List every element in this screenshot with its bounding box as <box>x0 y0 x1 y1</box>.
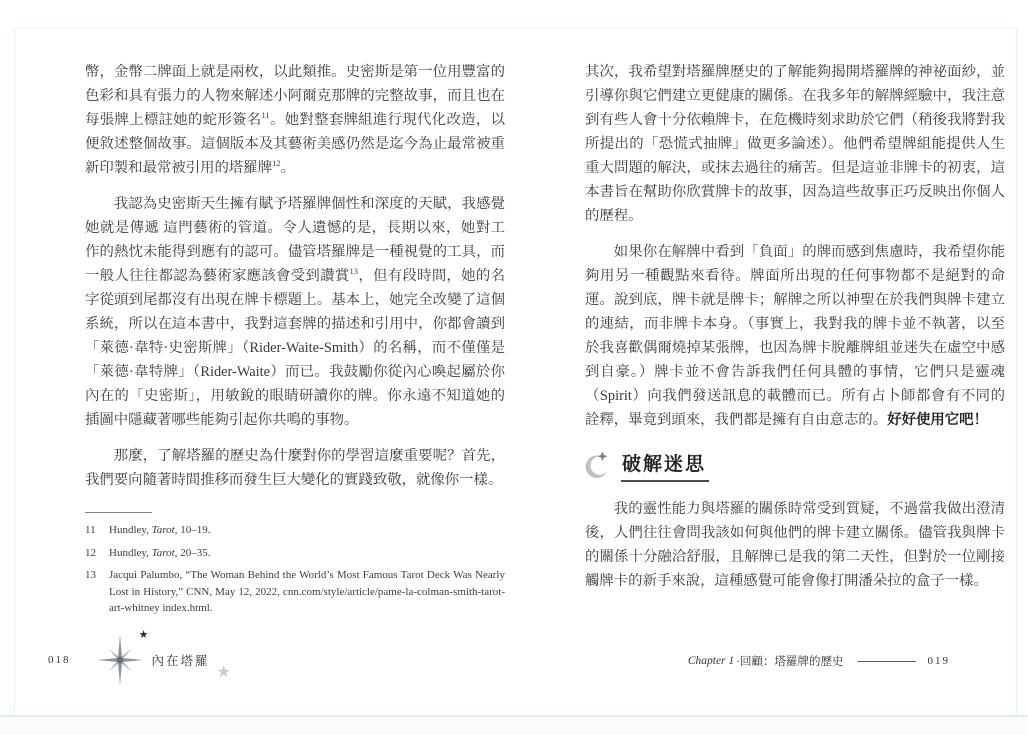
section-title: 破解迷思 <box>621 449 709 482</box>
chapter-title: ·回顧：塔羅牌的歷史 <box>736 656 844 668</box>
body-paragraph: 那麼，了解塔羅的歷史為什麼對你的學習這麼重要呢？首先，我們要向隨著時間推移而發生巨大變化的實踐致敬，就像你一樣。 <box>85 448 505 488</box>
footnote <box>85 522 505 539</box>
sparkle-burst-icon <box>97 635 143 685</box>
body-paragraph: 其次，我希望對塔羅牌歷史的了解能夠揭開塔羅牌的神祕面紗，並引導你與它們建立更健康的關係。在我多年的解牌經驗中，我注意到有些人會十分依賴牌卡，在危機時刻求助於它們（稍後我將對我所提出的「恐慌式抽牌」做更多論述）。他們希望牌組能提供人生重大問題的解決，或抹去過往的痛苦。但是這並非牌卡的初衷，這本書旨在幫助你欣賞牌卡的故事，因為這些故事正巧反映出你個人的歷程。 <box>585 64 1005 224</box>
left-page-footer <box>48 628 231 686</box>
crescent-moon-icon <box>582 451 610 481</box>
page-bottom-edge <box>0 715 1028 735</box>
footnote-number: 12 <box>85 546 96 559</box>
footnote-number: 11 <box>85 524 96 536</box>
footer-ornament <box>97 628 149 685</box>
footnote <box>85 545 505 562</box>
page-number-left: 018 <box>48 654 71 666</box>
section-heading <box>582 449 1005 482</box>
left-page-text-column <box>85 60 505 492</box>
page-number-right: 019 <box>927 655 950 667</box>
footnotes-block <box>85 512 505 623</box>
chapter-label: Chapter 1 <box>687 655 735 667</box>
footnote <box>85 567 505 617</box>
footer-rule <box>858 661 916 662</box>
star-icon-black: ★ <box>138 628 149 641</box>
body-paragraph: 我的靈性能力與塔羅的關係時常受到質疑，不過當我做出澄清後，人們往往會問我該如何與他們的牌卡建立關係。儘管我與牌卡的關係十分融洽舒服，且解牌已是我的第二天性，但對於一位剛接觸牌卡的新手來說，這種感覺可能會像打開潘朵拉的盒子一樣。 <box>585 501 1005 589</box>
footnote-text: Hundley, Tarot, 20–35. <box>109 546 211 559</box>
body-paragraph: 我認為史密斯天生擁有賦予塔羅牌個性和深度的天賦，我感覺她就是傳遞 這門藝術的管道。令人遺憾的是，長期以來，她對工作的熱忱未能得到應有的認可。儘管塔羅牌是一種視覺的工具，而一般人往往都認為藝術家應該會受到讚賞$^{13}$，但有段時間，她的名字從頭到尾都沒有出現在牌卡標題上。基本上，她完全改變了這個系統，所以在這本書中，我對這套牌的描述和引用中，你都會讀到「萊德·韋特·史密斯牌」（Rider-Waite-Smith）的名稱，而不僅僅是「萊德·韋特牌」（Rider-Waite）而已。我鼓勵你從內心喚起屬於你內在的「史密斯」，用敏銳的眼睛研讀你的牌。你永遠不知道她的插圖中隱藏著哪些能夠引起你共鳴的事物。 <box>85 196 505 428</box>
right-page-text-column <box>585 60 1005 593</box>
body-paragraph: 幣，金幣二牌面上就是兩枚，以此類推。史密斯是第一位用豐富的色彩和具有張力的人物來解述小阿爾克那牌的完整故事，而且也在每張牌上標註她的蛇形簽名$^{11}$。她對整套牌組進行現代化改造，以便敘述整個故事。這個版本及其藝術美感仍然是迄今為止最常被重新印製和最常被引用的塔羅牌$^{12}$。 <box>85 64 505 176</box>
footnote-number: 13 <box>85 569 96 581</box>
star-icon-gray: ★ <box>216 661 231 681</box>
body-paragraph: 如果你在解牌中看到「負面」的牌而感到焦慮時，我希望你能夠用另一種觀點來看待。牌面所出現的任何事物都不是絕對的命運。說到底，牌卡就是牌卡；解牌之所以神聖在於我們與牌卡建立的連結，而非牌卡本身。（事實上，我對我的牌卡並不執著，以至於我喜歡偶爾燒掉某張牌，也因為牌卡脫離牌組並迷失在虛空中感到自豪。）牌卡並不會告訴我們任何具體的事情，它們只是靈魂（Spirit）向我們發送訊息的載體而已。所有占卜師都會有不同的詮釋，畢竟到頭來，我們都是擁有自由意志的。好好使用它吧！ <box>585 244 1005 428</box>
right-page-footer <box>688 653 950 669</box>
book-title: 內在塔羅 <box>151 654 210 668</box>
footnote-text: Hundley, Tarot, 10–19. <box>109 524 211 536</box>
footnote-text: Jacqui Palumbo, “The Woman Behind the World’s Most Famous Tarot Deck Was Nearly Lost in History,” CNN, May 12, 2022, cnn.com/style/article/pame-la-colman-smith-tarot-art-whitney index.html. <box>109 569 505 614</box>
footnote-divider <box>85 512 152 513</box>
